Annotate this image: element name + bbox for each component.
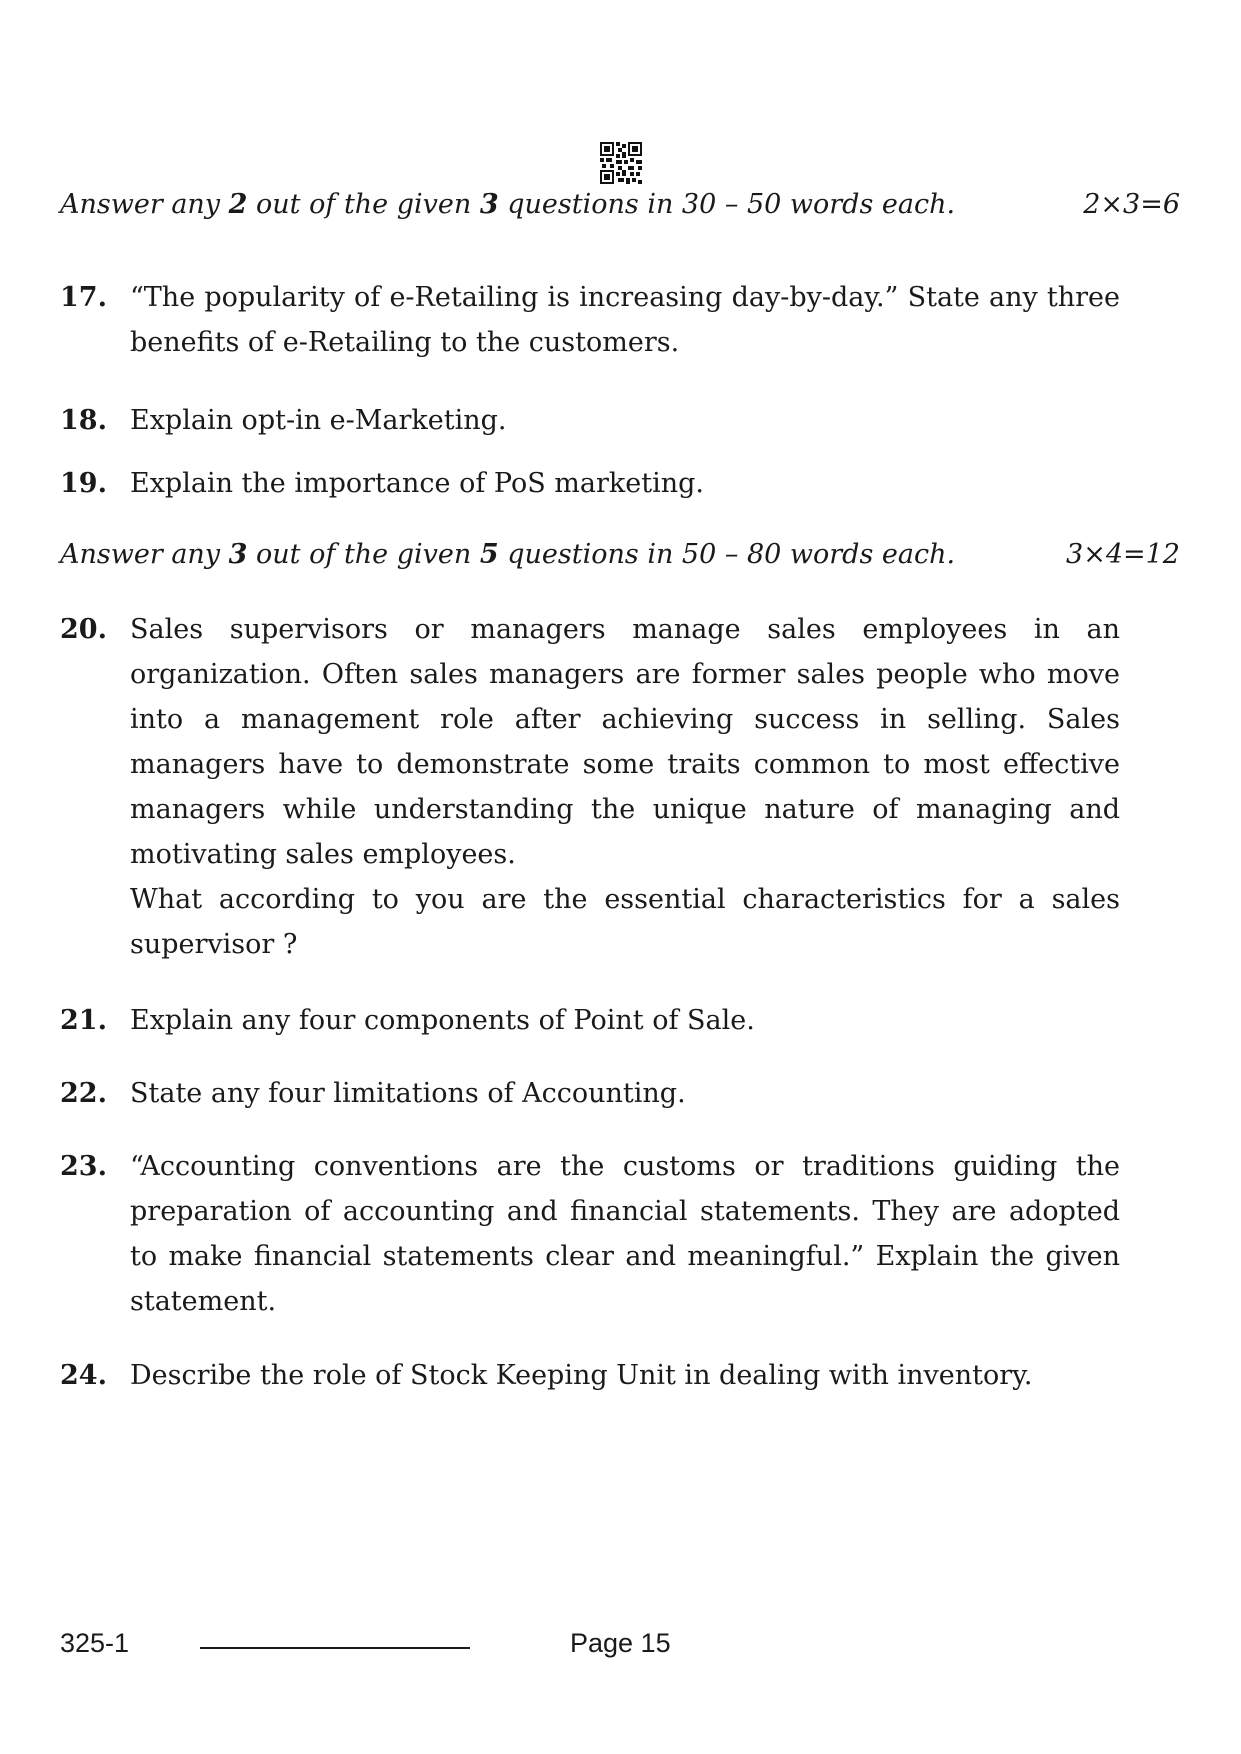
question-19 xyxy=(60,461,1120,506)
question-text: Explain the importance of PoS marketing. xyxy=(130,468,704,499)
section-a-marks: 2×3=6 xyxy=(1083,189,1180,220)
question-text: “The popularity of e-Retailing is increasing day-by-day.” State any three benefits of e-Retailing to the customers. xyxy=(130,282,1120,358)
question-18 xyxy=(60,398,1120,443)
question-number: 18. xyxy=(60,405,107,436)
paper-code: 325-1 xyxy=(60,1628,130,1658)
question-21 xyxy=(60,998,1120,1043)
qr-code-icon xyxy=(600,142,642,184)
question-24 xyxy=(60,1353,1120,1398)
section-b-marks: 3×4=12 xyxy=(1066,539,1180,570)
question-number: 24. xyxy=(60,1360,107,1391)
question-number: 19. xyxy=(60,468,107,499)
question-number: 17. xyxy=(60,282,107,313)
question-text: Sales supervisors or managers manage sales employees in an organization. Often sales managers are former sales people who move into a management role after achieving success in selling. Sales managers have to demonstrate some traits common to most effective managers while understanding the unique nature of managing and motivating sales employees. xyxy=(130,614,1120,870)
question-23 xyxy=(60,1144,1120,1324)
question-number: 22. xyxy=(60,1078,107,1109)
question-22 xyxy=(60,1071,1120,1116)
question-subtext: What according to you are the essential characteristics for a sales supervisor ? xyxy=(130,884,1120,960)
question-text: Explain opt-in e-Marketing. xyxy=(130,405,507,436)
section-b-instruction: Answer any 3 out of the given 5 questions in 50 – 80 words each. 3×4=12 xyxy=(60,535,1180,575)
page-number: Page 15 xyxy=(570,1628,671,1658)
question-text: Explain any four components of Point of Sale. xyxy=(130,1005,755,1036)
question-number: 23. xyxy=(60,1151,107,1182)
section-a-instruction: Answer any 2 out of the given 3 questions in 30 – 50 words each. 2×3=6 xyxy=(60,185,1180,225)
question-number: 20. xyxy=(60,614,107,645)
question-17 xyxy=(60,275,1120,365)
question-text: “Accounting conventions are the customs or traditions guiding the preparation of accounting and financial statements. They are adopted to make financial statements clear and meaningful.” Explain the given statement. xyxy=(130,1151,1120,1317)
question-20 xyxy=(60,607,1120,967)
question-text: Describe the role of Stock Keeping Unit in dealing with inventory. xyxy=(130,1360,1033,1391)
question-text: State any four limitations of Accounting. xyxy=(130,1078,686,1109)
footer-divider xyxy=(200,1647,470,1649)
question-number: 21. xyxy=(60,1005,107,1036)
